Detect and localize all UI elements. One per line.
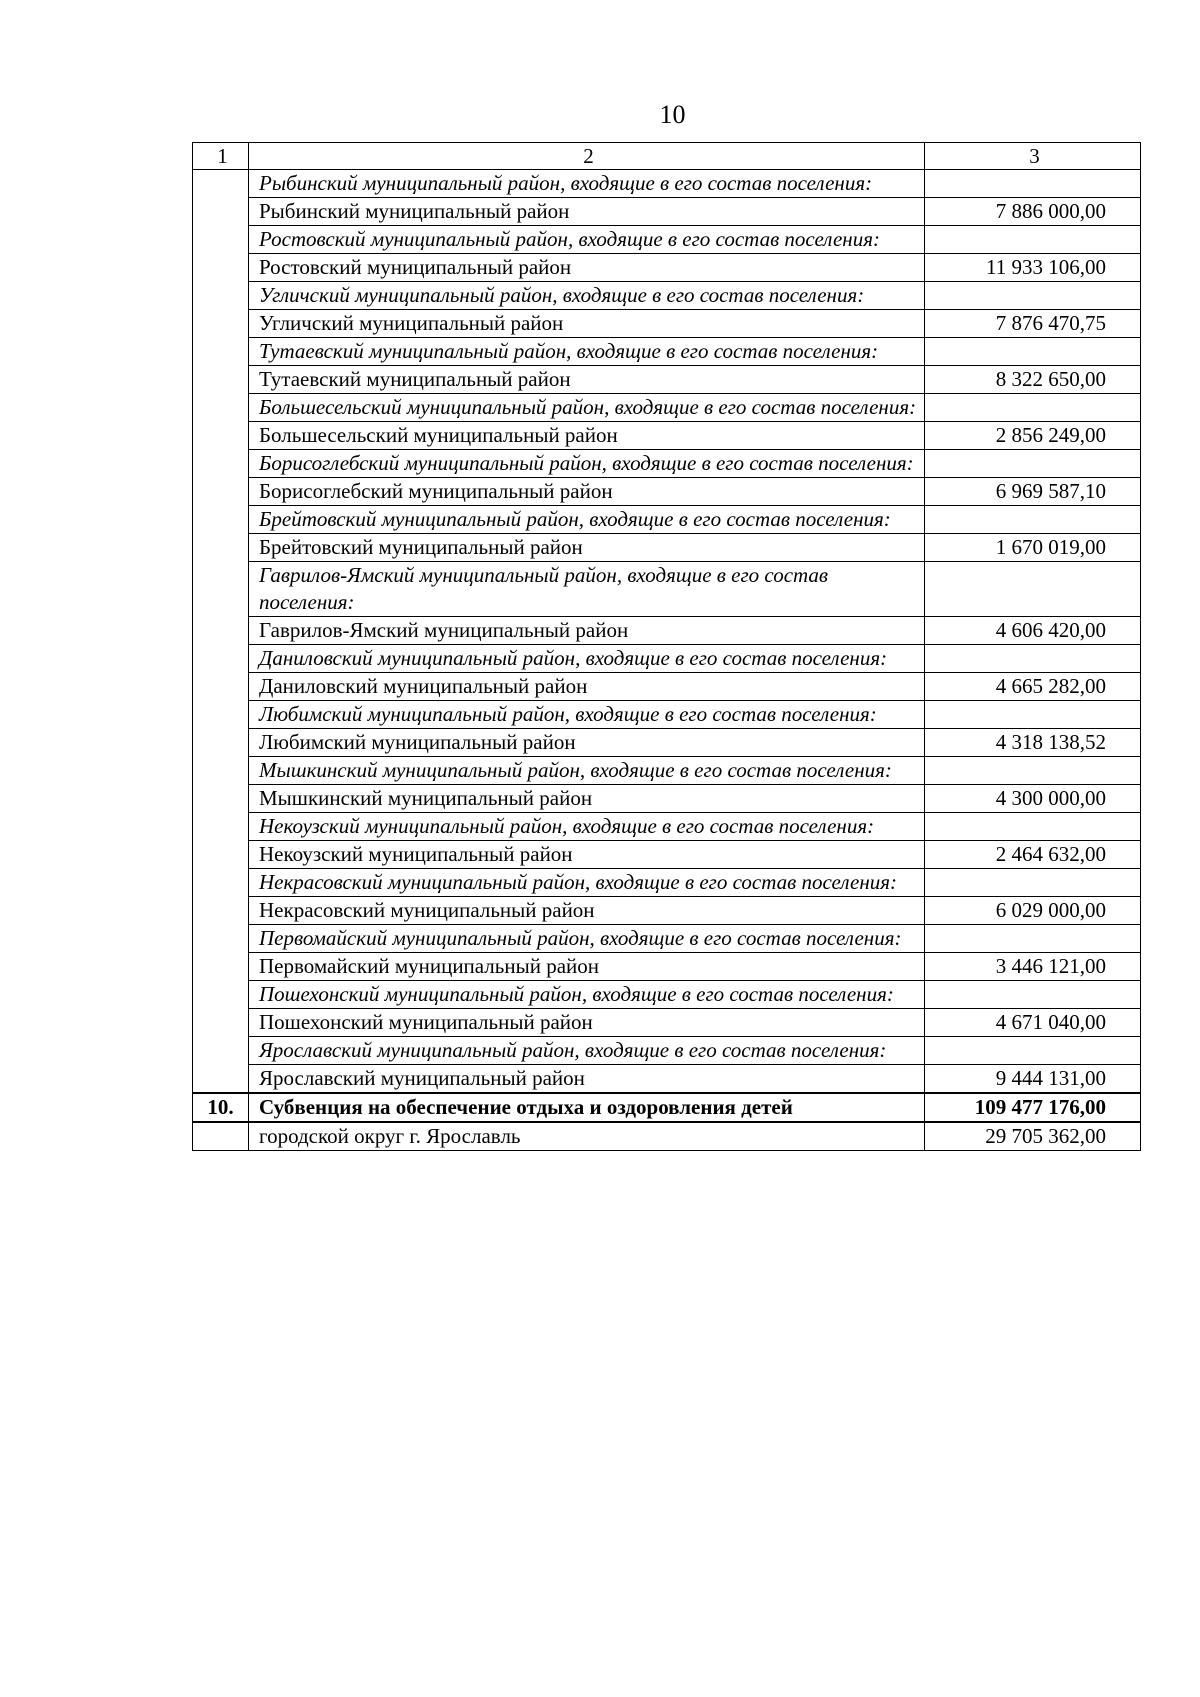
district-name: Пошехонский муниципальный район xyxy=(249,1009,925,1037)
table-header-row xyxy=(193,143,1141,170)
table-row-caption xyxy=(193,981,1141,1009)
empty-value-cell xyxy=(925,645,1141,673)
table-row-caption xyxy=(193,813,1141,841)
district-name: Даниловский муниципальный район xyxy=(249,673,925,701)
district-caption: Некрасовский муниципальный район, входящие в его состав поселения: xyxy=(249,869,925,897)
table-row xyxy=(193,254,1141,282)
district-value: 2 464 632,00 xyxy=(925,841,1141,869)
district-value: 11 933 106,00 xyxy=(925,254,1141,282)
table-row-caption xyxy=(193,645,1141,673)
district-caption: Первомайский муниципальный район, входящие в его состав поселения: xyxy=(249,925,925,953)
total-label: Субвенция на обеспечение отдыха и оздоровления детей xyxy=(249,1093,925,1122)
district-name: Угличский муниципальный район xyxy=(249,310,925,338)
table-row-caption xyxy=(193,925,1141,953)
district-value: 4 300 000,00 xyxy=(925,785,1141,813)
district-name: Любимский муниципальный район xyxy=(249,729,925,757)
table-row-total xyxy=(193,1093,1141,1122)
table-row-caption xyxy=(193,506,1141,534)
table-row-caption xyxy=(193,394,1141,422)
total-number: 10. xyxy=(193,1093,249,1122)
row-number-cell xyxy=(193,170,249,1094)
empty-value-cell xyxy=(925,394,1141,422)
table-row-caption xyxy=(193,226,1141,254)
district-caption: Некоузский муниципальный район, входящие в его состав поселения: xyxy=(249,813,925,841)
district-value: 9 444 131,00 xyxy=(925,1065,1141,1094)
table-row-caption xyxy=(193,562,1141,617)
table-row-caption xyxy=(193,170,1141,198)
district-name: Мышкинский муниципальный район xyxy=(249,785,925,813)
district-name: городской округ г. Ярославль xyxy=(249,1122,925,1151)
district-value: 8 322 650,00 xyxy=(925,366,1141,394)
table-row xyxy=(193,534,1141,562)
header-col-3: 3 xyxy=(925,143,1141,170)
district-value: 2 856 249,00 xyxy=(925,422,1141,450)
district-caption: Ярославский муниципальный район, входящие в его состав поселения: xyxy=(249,1037,925,1065)
district-name: Ростовский муниципальный район xyxy=(249,254,925,282)
table-row xyxy=(193,1122,1141,1151)
table-row xyxy=(193,729,1141,757)
district-value: 4 665 282,00 xyxy=(925,673,1141,701)
district-value: 4 671 040,00 xyxy=(925,1009,1141,1037)
district-name: Тутаевский муниципальный район xyxy=(249,366,925,394)
empty-value-cell xyxy=(925,813,1141,841)
table-row xyxy=(193,897,1141,925)
table-row-caption xyxy=(193,338,1141,366)
empty-value-cell xyxy=(925,282,1141,310)
district-value: 6 029 000,00 xyxy=(925,897,1141,925)
empty-value-cell xyxy=(925,981,1141,1009)
table-row-caption xyxy=(193,757,1141,785)
district-name: Некоузский муниципальный район xyxy=(249,841,925,869)
district-caption: Брейтовский муниципальный район, входящие в его состав поселения: xyxy=(249,506,925,534)
district-caption: Мышкинский муниципальный район, входящие в его состав поселения: xyxy=(249,757,925,785)
district-value: 4 318 138,52 xyxy=(925,729,1141,757)
empty-value-cell xyxy=(925,506,1141,534)
empty-value-cell xyxy=(925,226,1141,254)
district-caption: Борисоглебский муниципальный район, входящие в его состав поселения: xyxy=(249,450,925,478)
header-col-2: 2 xyxy=(249,143,925,170)
district-name: Борисоглебский муниципальный район xyxy=(249,478,925,506)
district-name: Большесельский муниципальный район xyxy=(249,422,925,450)
table-row-caption xyxy=(193,701,1141,729)
empty-value-cell xyxy=(925,562,1141,617)
table-row xyxy=(193,478,1141,506)
district-caption: Рыбинский муниципальный район, входящие в его состав поселения: xyxy=(249,170,925,198)
table-row xyxy=(193,1009,1141,1037)
table-row-caption xyxy=(193,1037,1141,1065)
table-row xyxy=(193,310,1141,338)
district-name: Рыбинский муниципальный район xyxy=(249,198,925,226)
district-name: Первомайский муниципальный район xyxy=(249,953,925,981)
table-row-caption xyxy=(193,282,1141,310)
table-row-caption xyxy=(193,869,1141,897)
empty-number-cell xyxy=(193,1122,249,1151)
district-caption: Ростовский муниципальный район, входящие в его состав поселения: xyxy=(249,226,925,254)
table-row xyxy=(193,785,1141,813)
district-value: 7 876 470,75 xyxy=(925,310,1141,338)
empty-value-cell xyxy=(925,701,1141,729)
table-row xyxy=(193,953,1141,981)
district-value: 4 606 420,00 xyxy=(925,617,1141,645)
district-value: 7 886 000,00 xyxy=(925,198,1141,226)
empty-value-cell xyxy=(925,757,1141,785)
table-row xyxy=(193,673,1141,701)
table-row xyxy=(193,617,1141,645)
table-row xyxy=(193,422,1141,450)
district-caption: Угличский муниципальный район, входящие в его состав поселения: xyxy=(249,282,925,310)
empty-value-cell xyxy=(925,1037,1141,1065)
table-row xyxy=(193,198,1141,226)
table-row xyxy=(193,366,1141,394)
district-value: 29 705 362,00 xyxy=(925,1122,1141,1151)
total-value: 109 477 176,00 xyxy=(925,1093,1141,1122)
district-name: Гаврилов-Ямский муниципальный район xyxy=(249,617,925,645)
table-row xyxy=(193,1065,1141,1094)
empty-value-cell xyxy=(925,925,1141,953)
page-number: 10 xyxy=(659,100,686,129)
district-caption: Любимский муниципальный район, входящие в его состав поселения: xyxy=(249,701,925,729)
subvention-table xyxy=(192,142,1141,1151)
district-name: Ярославский муниципальный район xyxy=(249,1065,925,1094)
empty-value-cell xyxy=(925,338,1141,366)
district-caption: Пошехонский муниципальный район, входящие в его состав поселения: xyxy=(249,981,925,1009)
empty-value-cell xyxy=(925,170,1141,198)
table-row-caption xyxy=(193,450,1141,478)
empty-value-cell xyxy=(925,869,1141,897)
district-caption: Большесельский муниципальный район, входящие в его состав поселения: xyxy=(249,394,925,422)
empty-value-cell xyxy=(925,450,1141,478)
district-name: Брейтовский муниципальный район xyxy=(249,534,925,562)
table-row xyxy=(193,841,1141,869)
district-caption: Даниловский муниципальный район, входящие в его состав поселения: xyxy=(249,645,925,673)
district-name: Некрасовский муниципальный район xyxy=(249,897,925,925)
header-col-1: 1 xyxy=(193,143,249,170)
district-value: 3 446 121,00 xyxy=(925,953,1141,981)
district-value: 1 670 019,00 xyxy=(925,534,1141,562)
district-value: 6 969 587,10 xyxy=(925,478,1141,506)
district-caption: Тутаевский муниципальный район, входящие в его состав поселения: xyxy=(249,338,925,366)
district-caption: Гаврилов-Ямский муниципальный район, входящие в его состав поселения: xyxy=(249,562,925,617)
